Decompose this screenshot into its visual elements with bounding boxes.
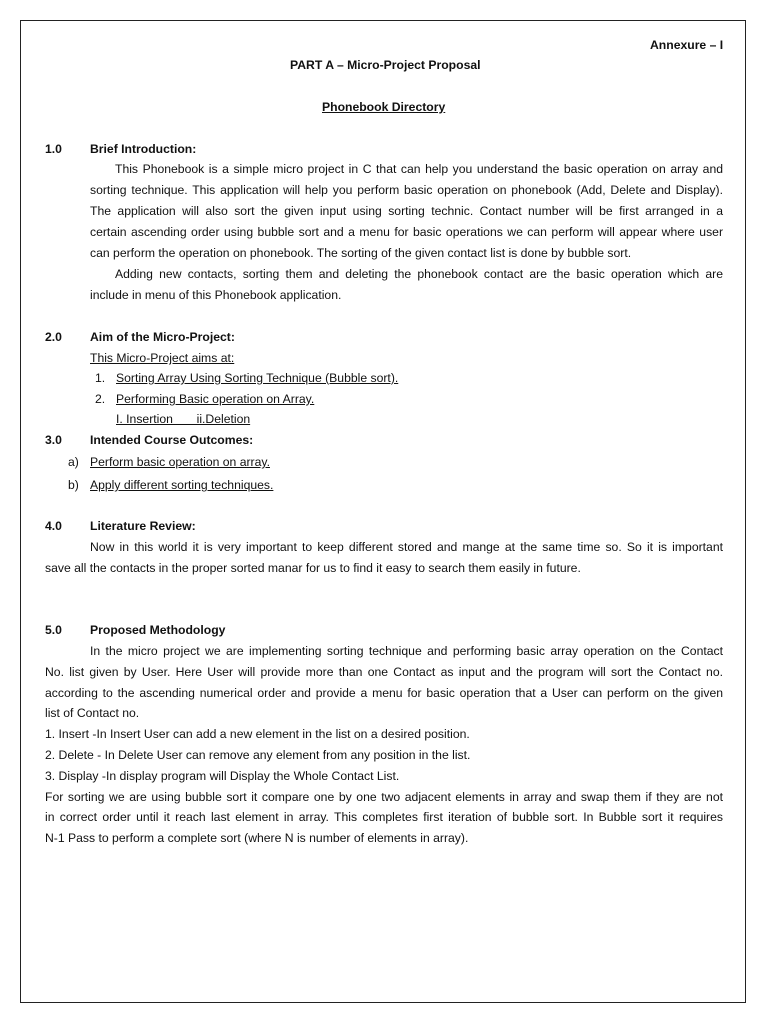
section-heading: Literature Review: — [90, 519, 196, 533]
paragraph-line: certain ascending order using bubble sort and a menu for basic operations we can perform will appear where user — [90, 225, 723, 239]
section-number: 1.0 — [45, 142, 62, 156]
paragraph-line: 1. Insert -In Insert User can add a new element in the list on a desired position. — [45, 727, 470, 741]
paragraph-line: according to the ascending numerical order and provide a menu for basic operation that a User can perform on the given — [45, 686, 723, 700]
list-marker: 1. — [95, 371, 106, 385]
paragraph-line: In the micro project we are implementing sorting technique and performing basic array operation on the Contact — [90, 644, 723, 658]
paragraph-line: 3. Display -In display program will Display the Whole Contact List. — [45, 769, 400, 783]
section-heading: Brief Introduction: — [90, 142, 197, 156]
list-marker: a) — [68, 455, 79, 469]
list-item: Performing Basic operation on Array. — [116, 392, 315, 406]
list-marker: 2. — [95, 392, 106, 406]
section-number: 5.0 — [45, 623, 62, 637]
section-heading: Intended Course Outcomes: — [90, 433, 254, 447]
paragraph-line: in correct order until it reach last element in array. This completes first iteration of bubble sort. In Bubble sort it requires — [45, 810, 723, 824]
project-title: Phonebook Directory — [322, 100, 446, 114]
paragraph-line: save all the contacts in the proper sorted manar for us to find it easy to search them easily in future. — [45, 561, 581, 575]
paragraph-line: sorting technique. This application will help you perform basic operation on phonebook (Add, Delete and Display). — [90, 183, 723, 197]
paragraph-line: N-1 Pass to perform a complete sort (where N is number of elements in array). — [45, 831, 469, 845]
annexure-label: Annexure – I — [650, 38, 724, 52]
list-marker: b) — [68, 478, 79, 492]
aim-intro: This Micro-Project aims at: — [90, 351, 235, 365]
part-title: PART A – Micro-Project Proposal — [290, 58, 481, 72]
paragraph-line: No. list given by User. Here User will provide more than one Contact as input and the program will sort the Contact no. — [45, 665, 723, 679]
section-heading: Proposed Methodology — [90, 623, 226, 637]
list-item: Perform basic operation on array. — [90, 455, 270, 469]
list-item: Sorting Array Using Sorting Technique (Bubble sort). — [116, 371, 399, 385]
sub-items: I. Insertion ii.Deletion — [116, 412, 251, 426]
section-number: 3.0 — [45, 433, 62, 447]
section-number: 2.0 — [45, 330, 62, 344]
paragraph-line: Now in this world it is very important to keep different stored and mange at the same time so. So it is important — [90, 540, 723, 554]
paragraph-line: 2. Delete - In Delete User can remove any element from any position in the list. — [45, 748, 471, 762]
paragraph-line: include in menu of this Phonebook application. — [90, 288, 342, 302]
section-number: 4.0 — [45, 519, 62, 533]
paragraph-line: Adding new contacts, sorting them and deleting the phonebook contact are the basic operation which are — [115, 267, 723, 281]
paragraph-line: list of Contact no. — [45, 706, 140, 720]
paragraph-line: For sorting we are using bubble sort it compare one by one two adjacent elements in array and swap them if they are not — [45, 790, 723, 804]
list-item: Apply different sorting techniques. — [90, 478, 274, 492]
paragraph-line: can perform the operation on phonebook. The sorting of the given contact list is done by bubble sort. — [90, 246, 632, 260]
paragraph-line: This Phonebook is a simple micro project in C that can help you understand the basic operation on array and — [115, 162, 723, 176]
section-heading: Aim of the Micro-Project: — [90, 330, 235, 344]
paragraph-line: The application will also sort the given input using sorting technic. Contact number will be first arranged in a — [90, 204, 723, 218]
